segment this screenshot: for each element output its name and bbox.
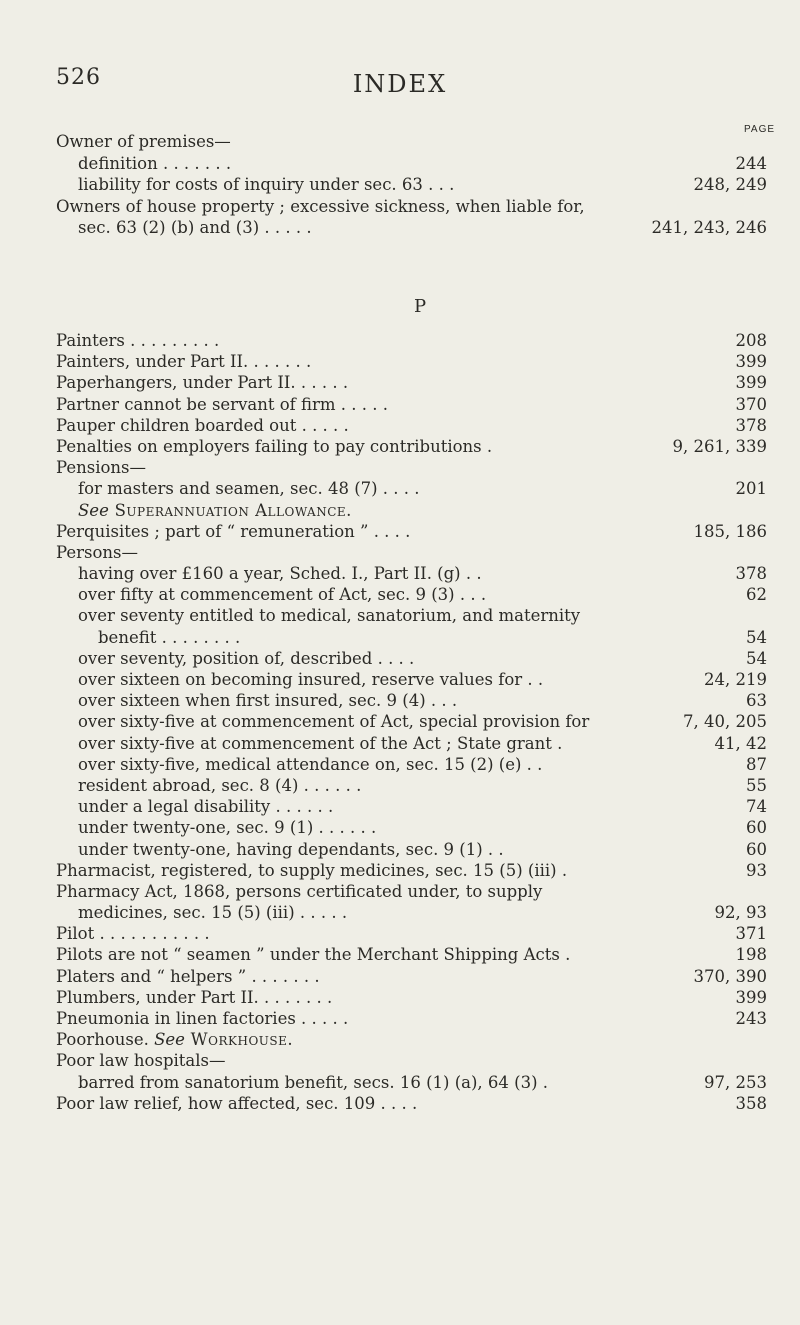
entry-pages: 93 (746, 860, 767, 880)
page-column-label: PAGE (744, 124, 776, 135)
index-entry (0, 436, 800, 457)
entry-pages: 9, 261, 339 (672, 436, 767, 456)
entry-heading (56, 1008, 348, 1029)
entry-heading (56, 966, 320, 987)
entry-text: under twenty-one, having dependants, sec. 9 (1) . . (78, 839, 504, 859)
index-entry (0, 733, 800, 754)
entry-text: having over £160 a year, Sched. I., Part II. (g) . . (78, 564, 482, 584)
index-entry (0, 966, 800, 987)
entry-heading (78, 605, 580, 626)
entry-text: medicines, sec. 15 (5) (iii) . . . . . (78, 903, 348, 923)
entry-text: Painters, under Part II. . . . . . . (56, 352, 312, 372)
index-entry (0, 605, 800, 626)
entry-text: Plumbers, under Part II. . . . . . . . (56, 987, 333, 1007)
index-entry (0, 351, 800, 372)
entry-pages: 244 (735, 153, 767, 173)
index-entry (0, 1072, 800, 1093)
entry-pages: 399 (735, 373, 767, 393)
entry-heading (78, 217, 312, 239)
entry-pages: 60 (746, 839, 767, 859)
entry-text: for masters and seamen, sec. 48 (7) . . . . (78, 479, 420, 499)
entry-pages: 358 (735, 1093, 767, 1113)
entry-heading (78, 902, 347, 923)
entry-heading (56, 542, 138, 563)
see-label: See (148, 1030, 185, 1050)
entry-text: Pilot . . . . . . . . . . . (56, 924, 210, 944)
entry-pages: 41, 42 (714, 733, 767, 753)
entry-pages: 378 (735, 564, 767, 584)
index-entry (0, 817, 800, 838)
entry-heading (56, 436, 492, 457)
entry-heading (78, 839, 504, 860)
entry-heading (78, 500, 352, 521)
entry-text: Pensions— (56, 458, 147, 478)
index-entry (0, 627, 800, 648)
entry-heading (78, 711, 589, 732)
entry-text: Pharmacist, registered, to supply medicines, sec. 15 (5) (iii) . (56, 860, 568, 880)
entry-heading (56, 330, 219, 351)
entry-heading (56, 372, 348, 393)
entry-pages: 62 (746, 585, 767, 605)
entry-heading (56, 987, 332, 1008)
p-entries (0, 330, 800, 1114)
entry-heading (56, 415, 349, 436)
index-entry (0, 394, 800, 415)
entry-text: Poor law hospitals— (56, 1051, 226, 1071)
entry-heading (56, 457, 146, 478)
entry-text: Owners of house property ; excessive sickness, when liable for, (56, 196, 585, 216)
owner-entries (0, 131, 800, 239)
entry-pages: 60 (746, 818, 767, 838)
entry-text: resident abroad, sec. 8 (4) . . . . . . (78, 775, 362, 795)
entry-text: under twenty-one, sec. 9 (1) . . . . . . (78, 818, 377, 838)
index-entry (0, 1029, 800, 1050)
entry-text: Partner cannot be servant of firm . . . . . (56, 394, 389, 414)
index-entry (0, 174, 800, 196)
entry-text: over seventy, position of, described . . . . (78, 648, 415, 668)
entry-text: sec. 63 (2) (b) and (3) . . . . . (78, 218, 312, 237)
index-entry (0, 1050, 800, 1071)
index-entry (0, 669, 800, 690)
entry-pages: 97, 253 (704, 1072, 767, 1092)
entry-text: over sixty-five at commencement of the Act ; State grant . (78, 733, 563, 753)
entry-text: liability for costs of inquiry under sec. 63 . . . (78, 175, 455, 194)
entry-pages: 241, 243, 246 (651, 218, 767, 237)
entry-text: benefit . . . . . . . . (98, 627, 241, 647)
running-head: INDEX (352, 70, 448, 98)
index-entry (0, 457, 800, 478)
entry-pages: 208 (735, 331, 767, 350)
entry-heading (56, 521, 410, 542)
entry-pages: 63 (746, 691, 767, 711)
entry-heading (78, 584, 486, 605)
index-entry (0, 153, 800, 175)
index-entry (0, 330, 800, 351)
index-entry (0, 796, 800, 817)
entry-heading (78, 563, 482, 584)
entry-text: over sixteen when first insured, sec. 9 (4) . . . (78, 691, 458, 711)
entry-heading (78, 478, 420, 499)
index-entry (0, 775, 800, 796)
index-entry (0, 839, 800, 860)
entry-heading (56, 923, 210, 944)
entry-heading (78, 754, 542, 775)
index-entry (0, 542, 800, 563)
entry-pages: 87 (746, 754, 767, 774)
index-entry (0, 923, 800, 944)
see-target: Workhouse. (184, 1030, 294, 1050)
see-target: Superannuation Allowance. (108, 500, 352, 520)
entry-text: barred from sanatorium benefit, secs. 16 (1) (a), 64 (3) . (78, 1072, 549, 1092)
entry-text: over sixteen on becoming insured, reserve values for . . (78, 670, 544, 689)
entry-text: Poor law relief, how affected, sec. 109 . . . . (56, 1093, 418, 1113)
entry-pages: 370, 390 (693, 966, 767, 986)
index-entry (0, 131, 800, 153)
entry-heading (78, 733, 562, 754)
entry-pages: 54 (746, 627, 767, 647)
entry-text: definition . . . . . . . (78, 153, 232, 173)
entry-heading (78, 153, 231, 175)
index-entry (0, 500, 800, 521)
entry-pages: 399 (735, 987, 767, 1007)
entry-text: Poorhouse. (56, 1030, 149, 1050)
index-entry (0, 1008, 800, 1029)
page-number: 526 (56, 65, 101, 90)
entry-pages: 201 (735, 479, 767, 499)
entry-pages: 248, 249 (693, 175, 767, 194)
index-entry (0, 690, 800, 711)
entry-pages: 55 (746, 775, 767, 795)
entry-text: See (78, 500, 109, 520)
index-entry (0, 372, 800, 393)
entry-text: Pharmacy Act, 1868, persons certificated under, to supply (56, 881, 543, 901)
entry-text: over sixty-five, medical attendance on, sec. 15 (2) (e) . . (78, 754, 543, 774)
entry-pages: 7, 40, 205 (683, 712, 767, 732)
index-entry (0, 196, 800, 218)
entry-heading (78, 817, 376, 838)
index-entry (0, 584, 800, 605)
entry-pages: 399 (735, 352, 767, 372)
index-entry (0, 478, 800, 499)
entry-text: Persons— (56, 542, 139, 562)
entry-pages: 371 (735, 924, 767, 944)
entry-text: Pauper children boarded out . . . . . (56, 415, 349, 435)
index-entry (0, 217, 800, 239)
entry-text: Pilots are not “ seamen ” under the Merchant Shipping Acts . (56, 945, 571, 965)
entry-text: Pneumonia in linen factories . . . . . (56, 1009, 349, 1028)
entry-heading (78, 669, 543, 690)
entry-text: Owner of premises— (56, 132, 231, 151)
index-entry (0, 648, 800, 669)
entry-text: Platers and “ helpers ” . . . . . . . (56, 966, 320, 986)
entry-heading (56, 394, 388, 415)
entry-text: Perquisites ; part of “ remuneration ” . . . . (56, 521, 411, 541)
entry-heading (78, 690, 457, 711)
entry-heading (56, 1093, 417, 1114)
entry-text: over sixty-five at commencement of Act, special provision for (78, 712, 590, 732)
entry-pages: 370 (735, 394, 767, 414)
index-entry (0, 754, 800, 775)
entry-pages: 54 (746, 648, 767, 668)
entry-heading (56, 1029, 293, 1050)
entry-text: over seventy entitled to medical, sanatorium, and maternity (78, 606, 581, 626)
index-entry (0, 1093, 800, 1114)
entry-pages: 74 (746, 797, 767, 817)
entry-heading (56, 860, 567, 881)
entry-pages: 185, 186 (693, 521, 767, 541)
entry-heading (78, 796, 333, 817)
index-entry (0, 860, 800, 881)
entry-heading (56, 351, 311, 372)
entry-heading (98, 627, 240, 648)
entry-pages: 378 (735, 415, 767, 435)
entry-heading (78, 1072, 548, 1093)
entry-pages: 24, 219 (704, 670, 767, 689)
entry-text: over fifty at commencement of Act, sec. 9 (3) . . . (78, 585, 487, 605)
index-entry (0, 987, 800, 1008)
index-entry (0, 881, 800, 902)
entry-heading (56, 1050, 226, 1071)
entry-text: under a legal disability . . . . . . (78, 797, 334, 817)
index-entry (0, 944, 800, 965)
index-entry (0, 415, 800, 436)
entry-heading (56, 881, 542, 902)
entry-heading (78, 174, 454, 196)
entry-heading (56, 131, 231, 153)
entry-pages: 92, 93 (714, 903, 767, 923)
entry-pages: 198 (735, 945, 767, 965)
entry-heading (56, 196, 585, 218)
entry-text: Penalties on employers failing to pay contributions . (56, 436, 493, 456)
index-entry (0, 521, 800, 542)
entry-text: Painters . . . . . . . . . (56, 331, 220, 350)
entry-heading (56, 944, 570, 965)
index-entry (0, 563, 800, 584)
section-letter: P (413, 296, 427, 317)
index-entry (0, 902, 800, 923)
entry-pages: 243 (735, 1009, 767, 1028)
entry-heading (78, 648, 414, 669)
entry-heading (78, 775, 361, 796)
index-entry (0, 711, 800, 732)
entry-text: Paperhangers, under Part II. . . . . . (56, 373, 349, 393)
